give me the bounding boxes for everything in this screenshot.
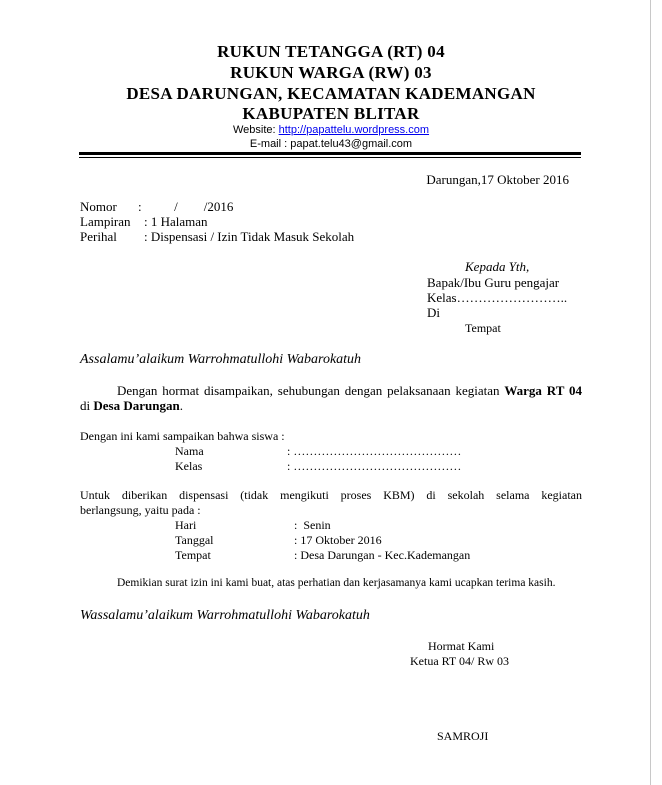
- website-label: Website:: [232, 124, 279, 136]
- recipient-tempat: Tempat: [465, 321, 501, 335]
- event-tempat-label: Tempat: [175, 548, 211, 562]
- intro-bold-warga: Warga RT 04: [504, 383, 582, 398]
- intro-period: .: [179, 398, 183, 413]
- event-tanggal-label: Tanggal: [175, 533, 214, 547]
- student-intro: Dengan ini kami sampaikan bahwa siswa :: [80, 429, 285, 443]
- kepada-yth: Kepada Yth,: [465, 259, 530, 274]
- website-link[interactable]: http://papattelu.wordpress.com: [278, 124, 430, 136]
- intro-text: Dengan hormat disampaikan, sehubungan dengan pelaksanaan kegiatan: [117, 383, 505, 398]
- kop-email: E-mail : papat.telu43@gmail.com: [249, 138, 413, 150]
- recipient-kelas: Kelas……………………..: [427, 290, 568, 305]
- paragraph-dispensasi-line2: berlangsung, yaitu pada :: [80, 503, 201, 517]
- event-hari-label: Hari: [175, 518, 197, 532]
- perihal-label: Perihal: [80, 229, 117, 244]
- intro-bold-desa: Desa Darungan: [93, 398, 180, 413]
- kop-rt: RUKUN TETANGGA (RT) 04: [217, 42, 445, 61]
- event-hari-value: : Senin: [294, 518, 331, 532]
- closing-greeting: Wassalamu’alaikum Warrohmatullohi Wabarokatuh: [80, 608, 370, 623]
- student-nama-value: : ……………………………………: [287, 444, 462, 458]
- intro-di: di: [80, 398, 94, 413]
- closing-paragraph: Demikian surat izin ini kami buat, atas perhatian dan kerjasamanya kami ucapkan terima kasih.: [117, 577, 556, 589]
- kop-rule-thin: [79, 157, 581, 158]
- paragraph-dispensasi-line1: Untuk diberikan dispensasi (tidak mengikuti proses KBM) di sekolah selama kegiatan: [80, 488, 582, 502]
- kop-website: [0, 124, 662, 136]
- student-nama-label: Nama: [175, 444, 204, 458]
- perihal-value: : Dispensasi / Izin Tidak Masuk Sekolah: [144, 229, 355, 244]
- event-tempat-value: : Desa Darungan - Kec.Kademangan: [294, 548, 471, 562]
- recipient-to: Bapak/Ibu Guru pengajar: [427, 275, 560, 290]
- nomor-label: Nomor: [80, 199, 117, 214]
- student-kelas-label: Kelas: [175, 459, 203, 473]
- signature-hormat: Hormat Kami: [428, 639, 495, 653]
- kop-desa: DESA DARUNGAN, KECAMATAN KADEMANGAN: [126, 84, 536, 103]
- recipient-di: Di: [427, 305, 440, 320]
- signature-name: SAMROJI: [437, 729, 489, 743]
- kop-rw: RUKUN WARGA (RW) 03: [230, 63, 432, 82]
- event-tanggal-value: : 17 Oktober 2016: [294, 533, 382, 547]
- lampiran-label: Lampiran: [80, 214, 131, 229]
- signature-title: Ketua RT 04/ Rw 03: [410, 654, 510, 668]
- letter-date: Darungan,17 Oktober 2016: [426, 172, 569, 187]
- kop-kabupaten: KABUPATEN BLITAR: [242, 104, 420, 123]
- nomor-value: : / /2016: [138, 199, 234, 214]
- student-kelas-value: : ……………………………………: [287, 459, 462, 473]
- opening-greeting: Assalamu’alaikum Warrohmatullohi Wabarokatuh: [80, 352, 362, 367]
- paragraph-intro-line1: [80, 383, 582, 399]
- paragraph-intro-line2: [80, 398, 183, 414]
- lampiran-value: : 1 Halaman: [144, 214, 208, 229]
- kop-rule-thick: [79, 152, 581, 155]
